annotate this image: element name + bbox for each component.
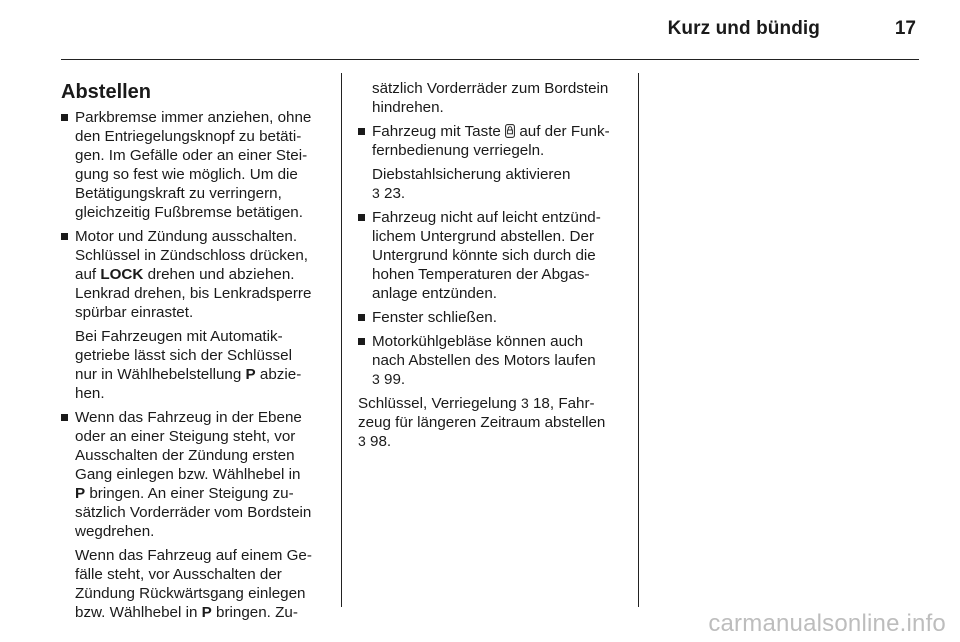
lock-keyword: LOCK <box>100 266 144 283</box>
slope-note-continuation <box>358 79 628 117</box>
header-title: Kurz und bündig <box>667 18 820 39</box>
text-line: lichem Untergrund abstellen. Der <box>372 228 595 245</box>
text-line: Bei Fahrzeugen mit Automatik- <box>75 328 283 345</box>
text-fragment: Schlüssel, Verriegelung <box>358 395 521 412</box>
bullet-engine-off <box>61 227 331 322</box>
text-line: Diebstahlsicherung aktivieren <box>372 166 571 183</box>
text-line <box>75 484 331 503</box>
watermark: carmanualsonline.info <box>708 610 946 637</box>
text-fragment: abzie- <box>255 366 302 383</box>
bullet-parking-brake <box>61 108 331 222</box>
automatic-note <box>61 327 331 403</box>
text-line: gleichzeitig Fußbremse betätigen. <box>75 204 303 221</box>
text-line: getriebe lässt sich der Schlüssel <box>75 347 292 364</box>
text-line: Lenkrad drehen, bis Lenkradsperre <box>75 285 312 302</box>
text-line: Motorkühlgebläse können auch <box>372 333 584 350</box>
reference-arrow-icon: 3 <box>520 395 529 411</box>
text-fragment: Fahrzeug mit Taste <box>372 123 506 140</box>
text-line <box>75 603 331 622</box>
text-line: hen. <box>75 385 105 402</box>
text-line: Wenn das Fahrzeug auf einem Ge- <box>75 547 312 564</box>
text-line: Betätigungskraft zu verringern, <box>75 185 282 202</box>
anti-theft-note <box>358 165 628 203</box>
text-line <box>75 365 331 384</box>
reference-arrow-icon: 3 <box>358 433 366 449</box>
text-line: gung so fest wie möglich. Um die <box>75 166 298 183</box>
slope-note <box>61 546 331 622</box>
column-divider-right <box>638 73 639 607</box>
text-fragment: auf der Funk- <box>515 123 610 140</box>
text-fragment: drehen und abziehen. <box>143 266 295 283</box>
page-reference: 18, Fahr- <box>532 395 595 412</box>
text-line: Parkbremse immer anziehen, ohne <box>75 109 312 126</box>
reference-arrow-icon: 3 <box>372 371 380 387</box>
text-line: spürbar einrastet. <box>75 304 194 321</box>
text-line: Untergrund könnte sich durch die <box>372 247 596 264</box>
left-column <box>61 81 331 627</box>
bullet-close-windows <box>358 308 628 327</box>
text-line <box>372 184 628 203</box>
reference-arrow-icon: 3 <box>372 185 380 201</box>
text-line: den Entriegelungsknopf zu betäti- <box>75 128 302 145</box>
page-number: 17 <box>894 18 916 39</box>
bullet-flammable-ground <box>358 208 628 303</box>
text-line: Schlüssel in Zündschloss drücken, <box>75 247 308 264</box>
page-reference: 23. <box>384 185 406 202</box>
text-line: oder an einer Steigung steht, vor <box>75 428 296 445</box>
header-rule <box>61 59 919 60</box>
text-line: sätzlich Vorderräder zum Bordstein <box>372 80 609 97</box>
gear-position-p: P <box>75 485 86 502</box>
text-line <box>358 432 628 451</box>
page-reference: 99. <box>384 371 406 388</box>
text-line: hindrehen. <box>372 99 444 116</box>
text-line: nach Abstellen des Motors laufen <box>372 352 596 369</box>
text-line: hohen Temperaturen der Abgas- <box>372 266 590 283</box>
text-fragment: bringen. An einer Steigung zu- <box>85 485 294 502</box>
text-line: fälle steht, vor Ausschalten der <box>75 566 282 583</box>
text-line: wegdrehen. <box>75 523 155 540</box>
gear-position-p: P <box>245 366 256 383</box>
text-line: Ausschalten der Zündung ersten <box>75 447 295 464</box>
text-line: sätzlich Vorderräder vom Bordstein <box>75 504 312 521</box>
text-line: Fahrzeug nicht auf leicht entzünd- <box>372 209 601 226</box>
bullet-gear-engage <box>61 408 331 541</box>
bullet-cooling-fan <box>358 332 628 389</box>
column-divider-left <box>341 73 342 607</box>
text-line: fernbedienung verriegeln. <box>372 142 545 159</box>
lock-key-icon <box>505 123 515 140</box>
text-line: gen. Im Gefälle oder an einer Stei- <box>75 147 308 164</box>
text-line <box>358 394 628 413</box>
bullet-lock-vehicle <box>358 122 628 160</box>
text-fragment: nur in Wählhebelstellung <box>75 366 246 383</box>
text-fragment: bzw. Wählhebel in <box>75 604 202 621</box>
text-line <box>75 265 331 284</box>
text-line: Wenn das Fahrzeug in der Ebene <box>75 409 302 426</box>
text-fragment: auf <box>75 266 101 283</box>
middle-column <box>358 79 628 456</box>
page-reference: 98. <box>370 433 392 450</box>
section-heading: Abstellen <box>61 81 152 103</box>
text-line: zeug für längeren Zeitraum abstellen <box>358 414 606 431</box>
text-line: anlage entzünden. <box>372 285 497 302</box>
cross-references <box>358 394 628 451</box>
text-line: Fenster schließen. <box>372 309 497 326</box>
text-line: Zündung Rückwärtsgang einlegen <box>75 585 306 602</box>
text-line <box>372 370 628 389</box>
text-line <box>372 122 628 141</box>
text-line: Gang einlegen bzw. Wählhebel in <box>75 466 301 483</box>
text-fragment: bringen. Zu- <box>211 604 298 621</box>
gear-position-p: P <box>201 604 212 621</box>
text-line: Motor und Zündung ausschalten. <box>75 228 298 245</box>
